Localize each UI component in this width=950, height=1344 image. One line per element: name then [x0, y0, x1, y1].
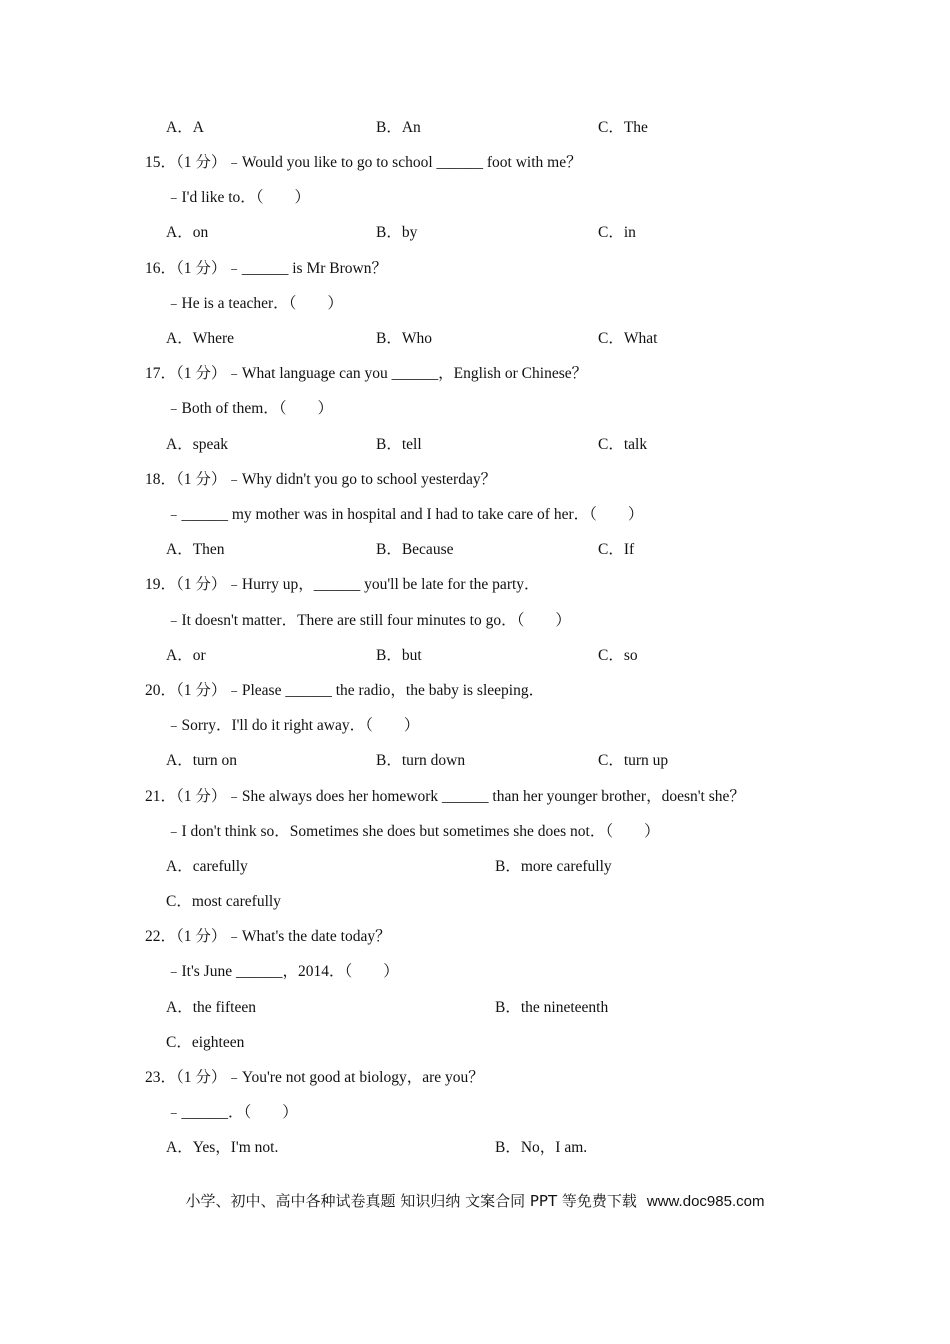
option-b: B．No，I am.	[495, 1139, 588, 1156]
option-b: B．turn down	[376, 752, 466, 769]
option-b: B．but	[376, 647, 422, 664]
question-reply: ﹣I don't think so．Sometimes she does but sometimes she does not．（ ）	[166, 823, 660, 840]
question-reply: ﹣I'd like to．（ ）	[166, 189, 311, 206]
question-stem: 18．（1 分）﹣Why didn't you go to school yesterday？	[145, 471, 497, 488]
footer-site-link[interactable]: www.doc985.com	[646, 1193, 765, 1210]
option-a: A．the fifteen	[166, 999, 256, 1016]
question-reply: ﹣It's June ______，2014．（ ）	[166, 963, 399, 980]
option-c: C．talk	[598, 436, 648, 453]
question-stem: 17．（1 分）﹣What language can you ______，English or Chinese？	[145, 365, 588, 382]
option-a: A．turn on	[166, 752, 238, 769]
question-stem: 15．（1 分）﹣Would you like to go to school ______ foot with me？	[145, 154, 582, 171]
option-b: B．tell	[376, 436, 422, 453]
option-c: C．What	[598, 330, 658, 347]
footer-text: 小学、初中、高中各种试卷真题 知识归纳 文案合同 PPT 等免费下载	[185, 1192, 637, 1210]
question-stem: 21．（1 分）﹣She always does her homework ______ than her younger brother，doesn't she？	[145, 788, 745, 805]
question-reply: ﹣It doesn't matter．There are still four minutes to go．（ ）	[166, 612, 571, 629]
option-c: C．so	[598, 647, 638, 664]
option-b: B．An	[376, 119, 421, 136]
option-c: C．If	[598, 541, 635, 558]
question-stem: 22．（1 分）﹣What's the date today？	[145, 928, 391, 945]
option-b: B．by	[376, 224, 418, 241]
page-footer	[0, 1191, 950, 1212]
question-reply: ﹣______ my mother was in hospital and I had to take care of her．（ ）	[166, 506, 644, 523]
question-stem: 23．（1 分）﹣You're not good at biology，are you？	[145, 1069, 484, 1086]
option-c: C．turn up	[598, 752, 669, 769]
option-a: A．Where	[166, 330, 234, 347]
question-stem: 16．（1 分）﹣______ is Mr Brown？	[145, 260, 387, 277]
question-reply: ﹣He is a teacher．（ ）	[166, 295, 343, 312]
option-b: B．Because	[376, 541, 454, 558]
question-stem: 20．（1 分）﹣Please ______ the radio，the baby is sleeping．	[145, 682, 545, 699]
option-c: C．most carefully	[166, 893, 281, 910]
option-c: C．The	[598, 119, 648, 136]
option-a: A．or	[166, 647, 206, 664]
option-a: A．Yes，I'm not.	[166, 1139, 279, 1156]
option-a: A．speak	[166, 436, 228, 453]
option-b: B．the nineteenth	[495, 999, 609, 1016]
question-stem: 19．（1 分）﹣Hurry up，______ you'll be late for the party．	[145, 576, 540, 593]
question-reply: ﹣Both of them．（ ）	[166, 400, 334, 417]
question-reply: ﹣Sorry．I'll do it right away．（ ）	[166, 717, 420, 734]
option-a: A．carefully	[166, 858, 248, 875]
question-reply: ﹣______．（ ）	[166, 1104, 298, 1121]
option-a: A．Then	[166, 541, 225, 558]
option-a: A．on	[166, 224, 209, 241]
option-a: A．A	[166, 119, 204, 136]
option-c: C．in	[598, 224, 636, 241]
option-c: C．eighteen	[166, 1034, 245, 1051]
option-b: B．Who	[376, 330, 432, 347]
option-b: B．more carefully	[495, 858, 612, 875]
